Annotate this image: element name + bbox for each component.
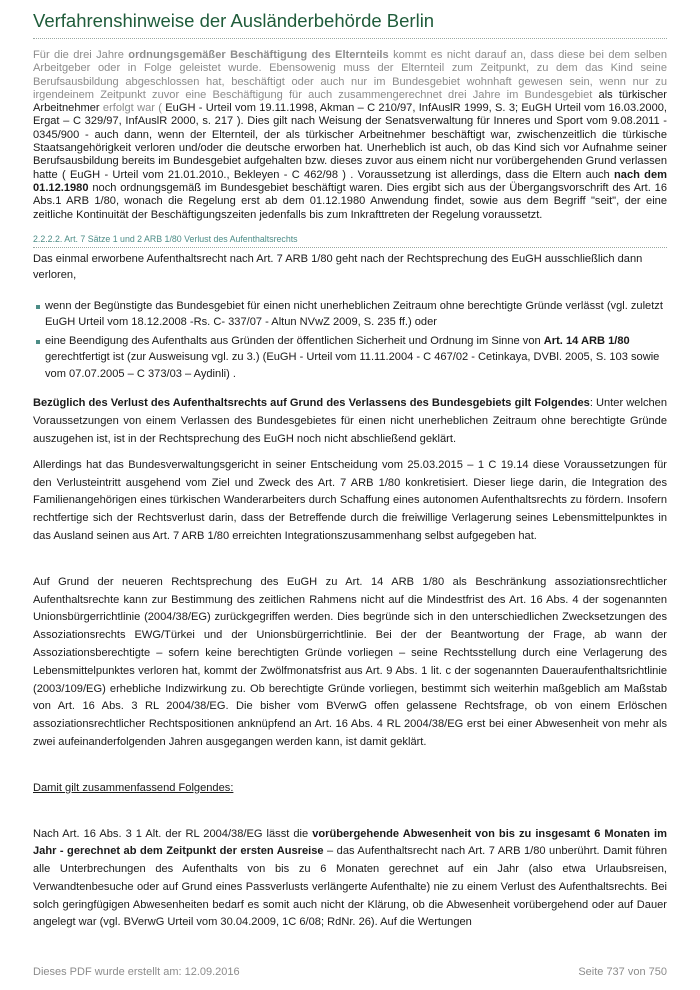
paragraph-loss-rules — [33, 395, 667, 448]
list-item-text: wenn der Begünstigte das Bundesgebiet für einen nicht unerheblichen Zeitraum ohne berechtigte Gründe verlässt (vgl. zuletzt EuGH Urteil vom 18.12.2008 -Rs. C- 337/07 - Altun NVwZ 2009, S. 235 ff.) oder — [45, 299, 663, 329]
list-item — [33, 298, 667, 331]
footer-created-date: Dieses PDF wurde erstellt am: 12.09.2016 — [33, 966, 240, 978]
bullet-square-icon — [36, 305, 40, 309]
document-content — [33, 49, 667, 932]
footer-page-number: Seite 737 von 750 — [578, 966, 667, 978]
intro-text-5: EuGH - Urteil vom 19.11.1998, Akman – C 210/97, InfAuslR 1999, S. 3; EuGH Urteil vom 16.03.2000, Ergat – C 329/97, InfAuslR 2000, s. 217 ). Dies gilt nach Weisung der Senatsverwaltung für Inneres und Sport vom 9.08.2011 - 0345/900 - auch dann, wenn der Elternteil, der als türkischer Arbeitnehmer beschäftigt war, zwischenzeitlich die türkische Staatsangehörigkeit verloren und/oder die deutsche erworben hat. Unerheblich ist auch, ob das Kind sich vor Aufnahme seiner Berufsausbildung bereits im Bundesgebiet aufgehalten bzw. dieses zuvor aus einem nicht nur vorübergehenden Grund verlassen hatte ( EuGH - Urteil vom 21.01.2010., Bekleyen - C 462/98 ) . Voraussetzung ist allerdings, dass die Eltern auch — [33, 102, 667, 181]
intro-text-4: erfolgt war ( — [99, 102, 166, 115]
paragraph-summary — [33, 826, 667, 933]
intro-text-3: als türkischer Arbeitnehmer — [33, 88, 667, 115]
paragraph-text: : Unter welchen Voraussetzungen von einem Verlassen des Bundesgebietes für einen nicht unerheblichen Zeitraum ohne berechtigte Gründe auszugehen ist, ist in der Rechtsprechung des EuGH noch nicht abschließend geklärt. — [33, 397, 667, 445]
intro-paragraph — [33, 49, 667, 222]
paragraph-bverwg: Allerdings hat das Bundesverwaltungsgericht in seiner Entscheidung vom 25.03.2015 – 1 C 19.14 diese Voraussetzungen für den Verlusteintritt ausgehend vom Ziel und Zweck des Art. 7 ARB 1/80 konkretisiert. Dieser liege darin, die Integration des Familienangehörigen eines türkischen Wanderarbeiters durch Schaffung eines autonomen Aufenthaltsrechts zu fördern. Insofern rechtfertige sich der Rechtsverlust darin, dass der Betreffende durch die freiwillige Verlagerung seines Lebensmittelpunktes in das Ausland seinen aus Art. 7 ARB 1/80 erreichten Integrationszusammenhang selbst aufgegeben hat. — [33, 458, 667, 542]
paragraph-bold: vorübergehende Abwesenheit von bis zu insgesamt 6 Monaten im Jahr - gerechnet ab dem Zeitpunkt der ersten Ausreise — [33, 827, 668, 858]
loss-conditions-list — [33, 298, 667, 383]
paragraph-lead-bold: Bezüglich des Verlust des Aufenthaltsrechts auf Grund des Verlassens des Bundesgebiets gilt Folgendes — [33, 397, 590, 410]
paragraph-text: Nach Art. 16 Abs. 3 1 Alt. der RL 2004/38/EG lässt die — [33, 827, 313, 840]
paragraph-eugh: Auf Grund der neueren Rechtsprechung des EuGH zu Art. 14 ARB 1/80 als Beschränkung assoziationsrechtlicher Aufenthaltsrechte kann zur Bestimmung des zeitlichen Rahmens nicht auf die Mindestfrist des Art. 16 Abs. 4 der sogenannten Unionsbürgerrichtlinie (2004/38/EG) zurückgegriffen werden. Dies begründe sich in den unterschiedlichen Zwecksetzungen des Assoziationsrechts EWG/Türkei und der Unionsbürgerrichtlinie. Bei der der Beantwortung der Frage, ab wann der Assoziationsberechtigte – sofern keine berechtigten Gründe vorliegen – seine Rechtsstellung durch eine Verlagerung des Lebensmittelpunktes verloren hat, kommt der Zwölfmonatsfrist aus Art. 9 Abs. 1 lit. c der sogenannten Daueraufenthaltsrichtlinie (2003/109/EG) erhebliche Indizwirkung zu. Ob berechtigte Gründe vorliegen, bestimmt sich weiterhin maßgeblich am Maßstab von Art. 16 Abs. 3 RL 2004/38/EG. Die bisher vom BVerwG offen gelassene Rechtsfrage, ob von einem Erlöschen assoziationsrechtlicher Rechtspositionen anknüpfend an Art. 16 Abs. 4 RL 2004/38/EG erst bei einer Abwesenheit von mehr als zwei aufeinanderfolgenden Jahren ausgegangen werden kann, ist damit geklärt. — [33, 575, 667, 748]
intro-text-2: kommt es nicht darauf an, dass diese bei dem selben Arbeitgeber oder in Folge geleistet wurde. Ebensowenig muss der Elternteil zum Zeitpunkt, zu dem das Kind seine Berufsausbildung abgeschlossen hat, beschäftigt oder auch nur im Bundesgebiet wohnhaft gewesen sein, wenn nur zu irgendeinem Zeitpunkt zuvor eine Beschäftigung für auch zusammengerechnet drei Jahre im Bundesgebiet — [33, 49, 668, 101]
list-item-text: eine Beendigung des Aufenthalts aus Gründen der öffentlichen Sicherheit und Ordnung im Sinne von — [45, 334, 544, 347]
list-item-bold: Art. 14 ARB 1/80 — [543, 334, 630, 347]
paragraph-text: – das Aufenthaltsrecht nach Art. 7 ARB 1/80 unberührt. Damit führen alle Unterbrechungen des Aufenthalts von bis zu 6 Monaten gerechnet auf ein Jahr (also etwa Urlaubsreisen, Verwandtenbesuche oder auf Grund eines Passverlusts verlängerte Aufenthalte) nie zu einem Verlust des Aufenthaltsrechts. Bei solch geringfügigen Abwesenheiten bedarf es somit auch nicht der Klärung, ob die Abwesenheit vorübergehend oder auf Dauer angelegt war (vgl. BVerwG Urteil vom 30.04.2009, 1C 6/08; RdNr. 26). Auf die Wertungen — [33, 845, 667, 929]
page-title: Verfahrenshinweise der Ausländerbehörde Berlin — [33, 10, 435, 31]
page-header — [33, 10, 667, 39]
intro-text-1: Für die drei Jahre — [33, 49, 129, 61]
bullet-square-icon — [36, 340, 40, 344]
intro-text-6: noch ordnungsgemäß im Bundesgebiet beschäftigt waren. Dies ergibt sich aus der Übergangsvorschrift des Art. 16 Abs.1 ARB 1/80, wonach die Regelung erst ab dem 01.12.1980 Anwendung findet, sowie aus dem Begriff "seit", der eine zeitliche Kontinuität der Beschäftigungszeiten jedenfalls bis zum Inkrafttreten der Regelung voraussetzt. — [33, 181, 667, 221]
intro-bold-2: nach dem 01.12.1980 — [33, 168, 667, 194]
section-intro: Das einmal erworbene Aufenthaltsrecht nach Art. 7 ARB 1/80 geht nach der Rechtsprechung des EuGH ausschließlich dann verloren, — [33, 252, 643, 282]
summary-heading: Damit gilt zusammenfassend Folgendes: — [33, 781, 234, 794]
section-heading: 2.2.2.2. Art. 7 Sätze 1 und 2 ARB 1/80 Verlust des Aufenthaltsrechts — [33, 234, 667, 248]
list-item-text: gerechtfertigt ist (zur Ausweisung vgl. zu 3.) (EuGH - Urteil vom 11.11.2004 - C 467/02 - Cetinkaya, DVBl. 2005, S. 103 sowie vom 07.07.2005 – C 373/03 – Aydinli) . — [45, 351, 660, 380]
intro-bold-1: ordnungsgemäßer Beschäftigung des Elternteils — [128, 49, 389, 61]
list-item — [33, 333, 667, 383]
